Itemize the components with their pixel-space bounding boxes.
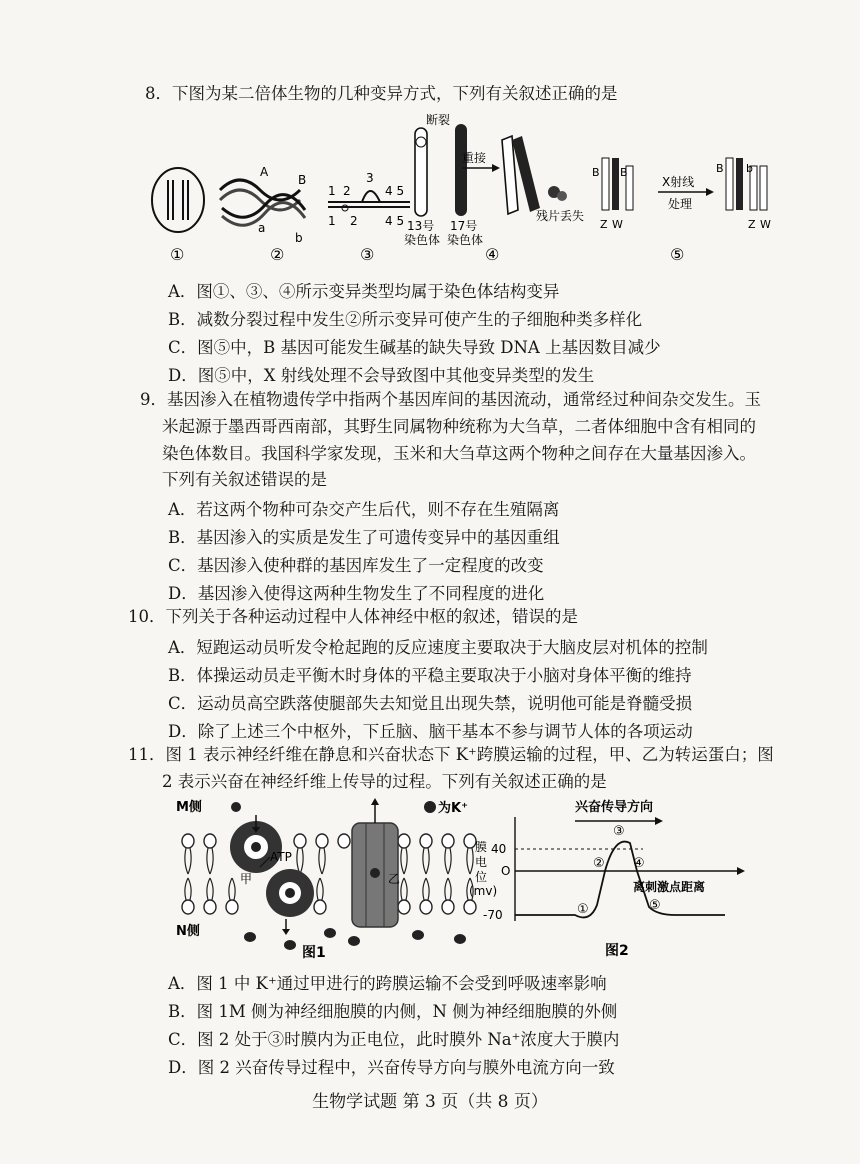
label-2-bottom: 2: [350, 214, 358, 228]
circled-5: ⑤: [670, 245, 685, 264]
label-W-2: W: [760, 218, 771, 231]
fig2-tick-0: O: [501, 864, 511, 878]
label-1-top: 1: [328, 184, 336, 198]
fig1-caption: 图1: [302, 945, 326, 961]
fig2-tick-40: 40: [491, 842, 507, 856]
q11-option-a: A．图 1 中 K⁺通过甲进行的跨膜运输不会受到呼吸速率影响: [168, 974, 607, 993]
label-B: B: [298, 173, 307, 187]
q8-option-b: B．减数分裂过程中发生②所示变异可使产生的子细胞种类多样化: [168, 310, 643, 329]
label-2-top: 2: [343, 184, 351, 198]
q8-figure: [140, 110, 800, 270]
circled-1: ①: [170, 245, 185, 264]
q8-option-c: C．图⑤中，B 基因可能发生碱基的缺失导致 DNA 上基因数目减少: [168, 338, 661, 357]
label-Z-2: Z: [748, 218, 756, 231]
fig2-point-2: ②: [593, 856, 605, 871]
circled-4: ④: [485, 245, 500, 264]
fig2-caption: 图2: [605, 943, 629, 959]
q11-line-1: 11．图 1 表示神经纤维在静息和兴奋状态下 K⁺跨膜运输的过程，甲、乙为转运蛋白；图: [128, 745, 774, 764]
q8-stem: 8．下图为某二倍体生物的几种变异方式，下列有关叙述正确的是: [145, 84, 618, 103]
q10-option-b: B．体操运动员走平衡木时身体的平稳主要取决于小脑对身体平衡的维持: [168, 666, 692, 685]
fig1-n-side: N侧: [176, 924, 200, 939]
q10-option-d: D．除了上述三个中枢外，下丘脑、脑干基本不参与调节人体的各项运动: [168, 722, 693, 741]
fig1-m-side: M侧: [176, 800, 202, 815]
fig2-point-1: ①: [577, 902, 589, 917]
fig2-point-4: ④: [633, 856, 645, 871]
q8-panel-3: [328, 171, 410, 228]
q8-option-d: D．图⑤中，X 射线处理不会导致图中其他变异类型的发生: [168, 366, 595, 385]
fig2-tick-70: -70: [483, 908, 503, 922]
fig1-yi: 乙: [388, 872, 401, 886]
fig2-ylabel-2: 电: [475, 855, 488, 869]
label-duanlie: 断裂: [426, 113, 451, 127]
fig2-ylabel-3: 位: [475, 870, 488, 884]
fig2-point-5: ⑤: [649, 898, 661, 913]
label-A: A: [260, 165, 269, 179]
label-canpian: 残片丢失: [536, 209, 585, 223]
circled-2: ②: [270, 245, 285, 264]
q9-line-4: 下列有关叙述错误的是: [162, 470, 327, 489]
label-chuli: 处理: [668, 197, 693, 211]
q9-line-3: 染色体数目。我国科学家发现，玉米和大刍草这两个物种之间存在大量基因渗入。: [162, 444, 756, 463]
q8-panel-2: [220, 165, 306, 245]
label-45-top: 4 5: [385, 184, 405, 198]
q10-stem: 10．下列关于各种运动过程中人体神经中枢的叙述，错误的是: [128, 607, 578, 626]
label-chr17: 17号: [450, 219, 478, 233]
q9-line-1: 9．基因渗入在植物遗传学中指两个基因库间的基因流动，通常经过种间杂交发生。玉: [140, 390, 761, 409]
fig2-direction: 兴奋传导方向: [575, 800, 654, 815]
q10-option-c: C．运动员高空跌落使腿部失去知觉且出现失禁，说明他可能是脊髓受损: [168, 694, 693, 713]
q11-figure-2: [465, 795, 765, 965]
q11-option-c: C．图 2 处于③时膜内为正电位，此时膜外 Na⁺浓度大于膜内: [168, 1030, 620, 1049]
q11-figure-1: [170, 795, 490, 965]
fig1-k-label: 为K⁺: [438, 801, 468, 816]
page-footer: 生物学试题 第 3 页（共 8 页）: [312, 1092, 548, 1112]
q8-panel-5: [592, 158, 771, 231]
label-b-3: b: [746, 162, 753, 175]
fig2-xlabel: 离刺激点距离: [633, 880, 706, 894]
label-B-1: B: [592, 166, 600, 179]
fig2-ylabel-4: (mv): [469, 884, 498, 898]
label-xray: X射线: [662, 175, 695, 189]
q9-option-a: A．若这两个物种可杂交产生后代，则不存在生殖隔离: [168, 500, 560, 519]
label-chr13b: 染色体: [404, 233, 441, 247]
fig2-point-3: ③: [613, 824, 625, 839]
fig1-jia: 甲: [240, 872, 253, 886]
label-45-bottom: 4 5: [385, 214, 405, 228]
q8-option-a: A．图①、③、④所示变异类型均属于染色体结构变异: [168, 282, 560, 301]
fig1-atp: ATP: [270, 850, 292, 864]
fig2-ylabel-1: 膜: [475, 840, 488, 854]
label-B-3: B: [716, 162, 724, 175]
label-W-1: W: [612, 218, 623, 231]
q8-panel-4: [404, 112, 584, 247]
q9-option-c: C．基因渗入使种群的基因库发生了一定程度的改变: [168, 556, 544, 575]
label-3: 3: [366, 171, 374, 185]
label-1-bottom: 1: [328, 214, 336, 228]
q9-option-d: D．基因渗入使得这两种生物发生了不同程度的进化: [168, 584, 545, 603]
label-chongjie: 重接: [462, 151, 487, 165]
label-Z-1: Z: [600, 218, 608, 231]
q9-option-b: B．基因渗入的实质是发生了可遗传变异中的基因重组: [168, 528, 560, 547]
circled-3: ③: [360, 245, 375, 264]
q11-line-2: 2 表示兴奋在神经纤维上传导的过程。下列有关叙述正确的是: [162, 772, 607, 791]
label-b: b: [295, 231, 303, 245]
label-chr17b: 染色体: [447, 233, 484, 247]
q10-option-a: A．短跑运动员听发令枪起跑的反应速度主要取决于大脑皮层对机体的控制: [168, 638, 708, 657]
label-B-2: B: [620, 166, 628, 179]
q8-panel-1: [152, 168, 204, 232]
label-a: a: [258, 221, 266, 235]
q11-option-b: B．图 1M 侧为神经细胞膜的内侧，N 侧为神经细胞膜的外侧: [168, 1002, 618, 1021]
q9-line-2: 米起源于墨西哥西南部，其野生同属物种统称为大刍草，二者体细胞中含有相同的: [162, 417, 756, 436]
q11-option-d: D．图 2 兴奋传导过程中，兴奋传导方向与膜外电流方向一致: [168, 1058, 615, 1077]
label-chr13: 13号: [407, 219, 435, 233]
